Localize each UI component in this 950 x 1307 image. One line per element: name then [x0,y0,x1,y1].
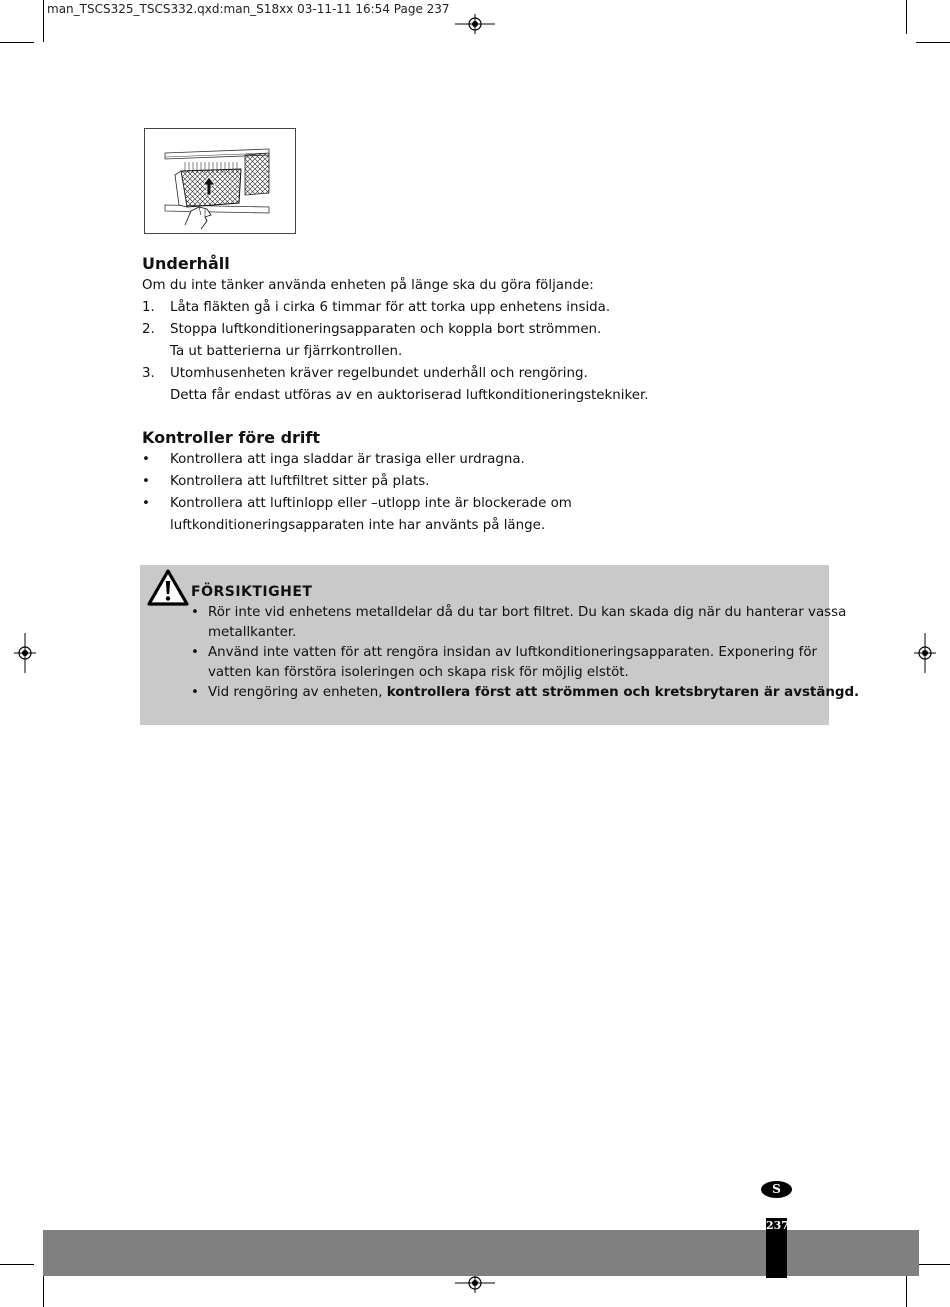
bullet: • [142,496,150,511]
bullet: • [142,452,150,467]
registration-mark-right [914,633,936,673]
caution-title: FÖRSIKTIGHET [191,584,313,600]
warning-triangle-icon [147,569,189,607]
caution-text: Använd inte vatten för att rengöra insidan av luftkonditioneringsapparaten. Exponering för [208,645,818,660]
crop-mark [43,1272,44,1307]
crop-mark [0,1264,34,1265]
step-text-continued: Ta ut batterierna ur fjärrkontrollen. [170,344,403,359]
check-text: Kontrollera att inga sladdar är trasiga eller urdragna. [170,452,525,467]
page-number: 237 [766,1219,789,1232]
step-number: 3. [142,366,155,381]
caution-text-continued: metallkanter. [208,625,297,640]
bullet: • [191,645,199,660]
caution-text-bold: kontrollera först att strömmen och kretsbrytaren är avstängd. [386,685,860,700]
check-text: Kontrollera att luftinlopp eller –utlopp inte är blockerade om [170,496,572,511]
maintenance-intro: Om du inte tänker använda enheten på länge ska du göra följande: [142,278,594,293]
crop-mark [906,0,907,34]
crop-mark [0,42,34,43]
filter-illustration-drawing [145,129,295,233]
bullet: • [191,605,199,620]
step-text: Stoppa luftkonditioneringsapparaten och koppla bort strömmen. [170,322,602,337]
registration-mark-left [14,633,36,673]
step-text-continued: Detta får endast utföras av en auktoriserad luftkonditioneringstekniker. [170,388,649,403]
check-text-continued: luftkonditioneringsapparaten inte har använts på länge. [170,518,546,533]
caution-text: Rör inte vid enhetens metalldelar då du tar bort filtret. Du kan skada dig när du hanterar vassa [208,605,847,620]
checks-heading: Kontroller före drift [142,428,321,447]
caution-box [140,565,860,725]
language-badge: S [761,1181,792,1198]
registration-mark-top [455,14,495,34]
print-slug: man_TSCS325_TSCS332.qxd:man_S18xx 03-11-11 16:54 Page 237 [47,2,450,16]
crop-mark [916,42,950,43]
bullet: • [142,474,150,489]
caution-text [208,685,859,700]
step-text: Låta fläkten gå i cirka 6 timmar för att torka upp enhetens insida. [170,300,611,315]
footer-bar [43,1230,919,1276]
filter-removal-illustration [144,128,296,234]
step-text: Utomhusenheten kräver regelbundet underhåll och rengöring. [170,366,588,381]
crop-mark [43,0,44,42]
check-text: Kontrollera att luftfiltret sitter på plats. [170,474,430,489]
registration-mark-bottom [455,1273,495,1293]
crop-mark [916,1264,950,1265]
step-number: 1. [142,300,155,315]
caution-text-continued: vatten kan förstöra isoleringen och skapa risk för möjlig elstöt. [208,665,629,680]
caution-text-plain: Vid rengöring av enheten, [208,685,387,700]
bullet: • [191,685,199,700]
maintenance-heading: Underhåll [142,254,230,273]
step-number: 2. [142,322,155,337]
crop-mark [906,1272,907,1307]
